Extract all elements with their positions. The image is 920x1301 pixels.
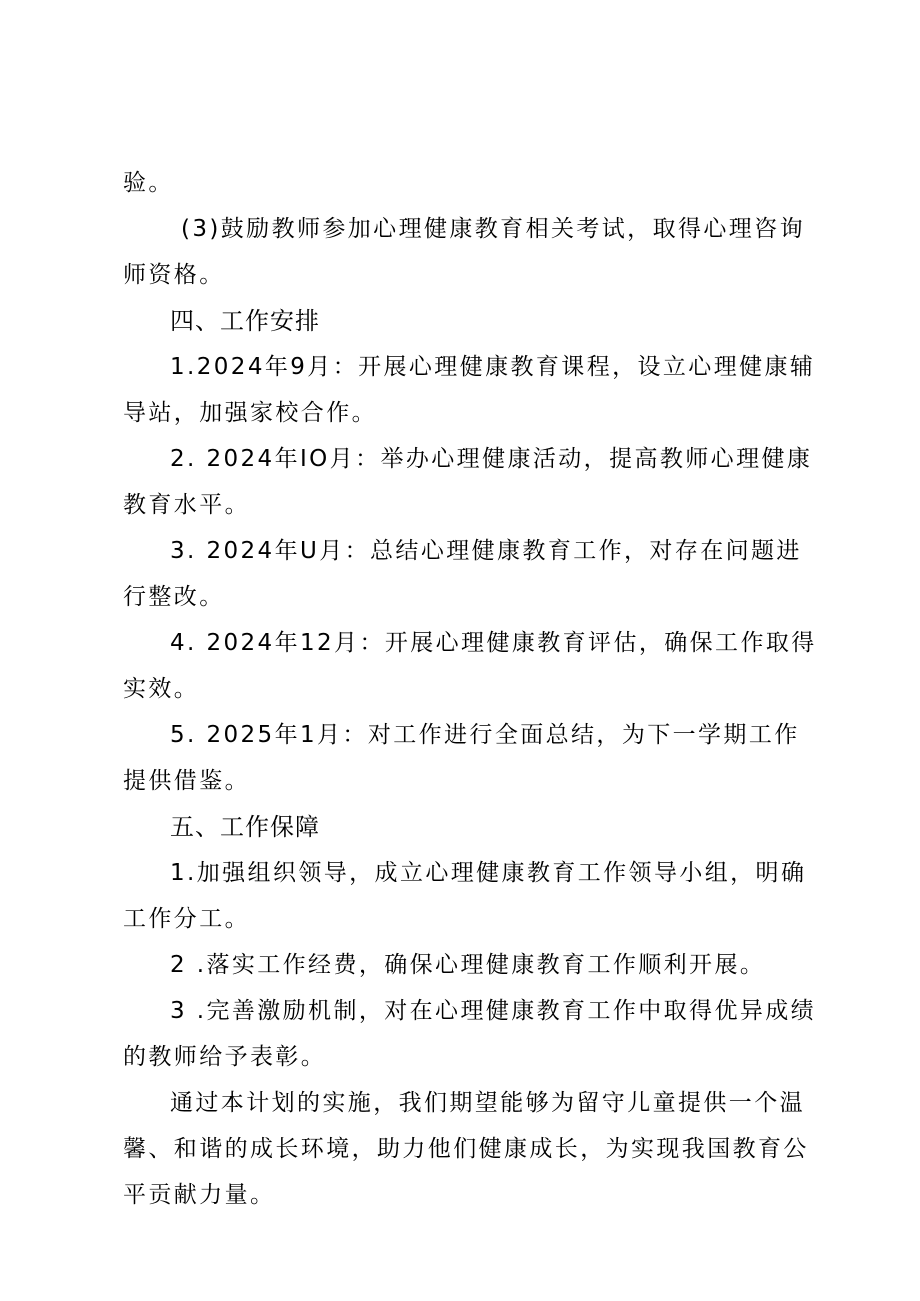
schedule-item-january: 5. 2025年1月：对工作进行全面总结，为下一学期工作提供借鉴。: [123, 722, 800, 794]
guarantee-item-funding: 2 .落实工作经费，确保心理健康教育工作顺利开展。: [170, 952, 766, 978]
document-body: [123, 160, 823, 1218]
guarantee-item-leadership: 1.加强组织领导，成立心理健康教育工作领导小组，明确工作分工。: [123, 860, 807, 932]
paragraph-conclusion: 通过本计划的实施，我们期望能够为留守儿童提供一个温馨、和谐的成长环境，助力他们健康成长，为实现我国教育公平贡献力量。: [123, 1090, 809, 1208]
section-heading-work-guarantee: 五、工作保障: [170, 813, 320, 841]
paragraph-item-3-qualification: (3)鼓励教师参加心理健康教育相关考试，取得心理咨询师资格。: [123, 216, 805, 288]
section-heading-work-schedule: 四、工作安排: [170, 307, 320, 335]
paragraph-continuation: 验。: [123, 170, 174, 196]
guarantee-item-incentive: 3 .完善激励机制，对在心理健康教育工作中取得优异成绩的教师给予表彰。: [123, 998, 817, 1070]
schedule-item-december: 4. 2024年12月：开展心理健康教育评估，确保工作取得实效。: [123, 630, 817, 702]
schedule-item-october: 2. 2024年IO月：举办心理健康活动，提高教师心理健康教育水平。: [123, 446, 813, 518]
schedule-item-november: 3. 2024年U月：总结心理健康教育工作，对存在问题进行整改。: [123, 538, 802, 610]
schedule-item-september: 1.2024年9月：开展心理健康教育课程，设立心理健康辅导站，加强家校合作。: [123, 354, 816, 426]
